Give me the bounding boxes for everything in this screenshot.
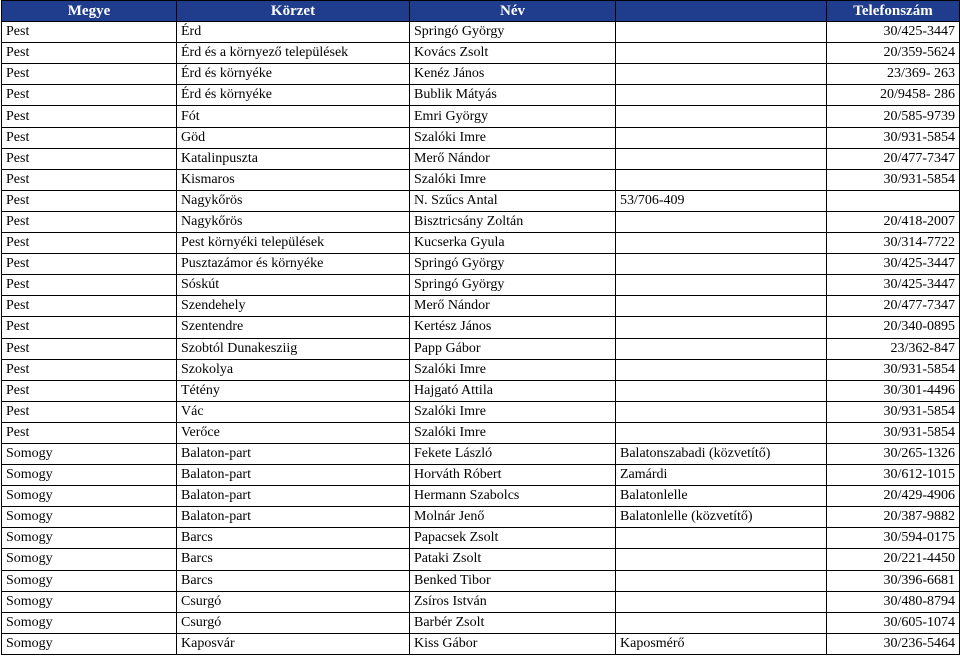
district-cell: Balaton-part — [177, 486, 410, 507]
table-row — [2, 507, 960, 528]
name-cell: Emri György — [410, 106, 616, 127]
table-row — [2, 106, 960, 127]
district-cell: Csurgó — [177, 612, 410, 633]
note-cell — [616, 254, 827, 275]
table-row — [2, 254, 960, 275]
note-cell: Zamárdi — [616, 465, 827, 486]
table-row — [2, 296, 960, 317]
note-cell: 53/706-409 — [616, 190, 827, 211]
phone-cell: 20/221-4450 — [827, 549, 960, 570]
note-cell — [616, 85, 827, 106]
county-cell: Pest — [2, 190, 177, 211]
note-cell — [616, 22, 827, 43]
table-row — [2, 612, 960, 633]
district-cell: Balaton-part — [177, 507, 410, 528]
phone-cell: 30/425-3447 — [827, 275, 960, 296]
district-cell: Kismaros — [177, 169, 410, 190]
district-cell: Érd és környéke — [177, 64, 410, 85]
phone-cell: 20/477-7347 — [827, 296, 960, 317]
phone-cell: 23/362-847 — [827, 338, 960, 359]
table-row — [2, 275, 960, 296]
name-cell: Bublik Mátyás — [410, 85, 616, 106]
name-cell: Szalóki Imre — [410, 422, 616, 443]
district-cell: Barcs — [177, 528, 410, 549]
district-cell: Szendehely — [177, 296, 410, 317]
header-name: Név — [410, 1, 616, 22]
name-cell: Springó György — [410, 22, 616, 43]
district-cell: Balaton-part — [177, 465, 410, 486]
table-row — [2, 43, 960, 64]
phone-cell: 20/340-0895 — [827, 317, 960, 338]
phone-cell: 30/480-8794 — [827, 591, 960, 612]
phone-cell: 30/931-5854 — [827, 127, 960, 148]
table-row — [2, 465, 960, 486]
county-cell: Pest — [2, 211, 177, 232]
district-cell: Fót — [177, 106, 410, 127]
table-header — [2, 1, 960, 22]
note-cell — [616, 612, 827, 633]
table-body — [2, 22, 960, 655]
name-cell: Kiss Gábor — [410, 633, 616, 654]
table-row — [2, 570, 960, 591]
table-row — [2, 85, 960, 106]
table-row — [2, 486, 960, 507]
district-cell: Barcs — [177, 549, 410, 570]
county-cell: Pest — [2, 233, 177, 254]
county-cell: Somogy — [2, 465, 177, 486]
phone-cell: 30/425-3447 — [827, 254, 960, 275]
name-cell: Horváth Róbert — [410, 465, 616, 486]
note-cell — [616, 549, 827, 570]
district-cell: Kaposvár — [177, 633, 410, 654]
district-cell: Szobtól Dunakesziig — [177, 338, 410, 359]
name-cell: Zsíros István — [410, 591, 616, 612]
county-cell: Pest — [2, 296, 177, 317]
phone-cell: 20/359-5624 — [827, 43, 960, 64]
phone-cell: 30/301-4496 — [827, 380, 960, 401]
header-district: Körzet — [177, 1, 410, 22]
county-cell: Pest — [2, 106, 177, 127]
phone-cell: 30/314-7722 — [827, 233, 960, 254]
district-cell: Katalinpuszta — [177, 148, 410, 169]
county-cell: Somogy — [2, 549, 177, 570]
phone-cell: 30/265-1326 — [827, 443, 960, 464]
header-county: Megye — [2, 1, 177, 22]
district-cell: Balaton-part — [177, 443, 410, 464]
phone-cell: 20/477-7347 — [827, 148, 960, 169]
name-cell: Szalóki Imre — [410, 359, 616, 380]
name-cell: Springó György — [410, 254, 616, 275]
name-cell: Szalóki Imre — [410, 401, 616, 422]
district-cell: Érd és környéke — [177, 85, 410, 106]
district-cell: Érd és a környező települések — [177, 43, 410, 64]
table-row — [2, 169, 960, 190]
phone-cell: 30/612-1015 — [827, 465, 960, 486]
county-cell: Pest — [2, 317, 177, 338]
name-cell: N. Szűcs Antal — [410, 190, 616, 211]
district-cell: Sóskút — [177, 275, 410, 296]
county-cell: Pest — [2, 148, 177, 169]
note-cell — [616, 359, 827, 380]
phone-cell: 23/369- 263 — [827, 64, 960, 85]
table-row — [2, 64, 960, 85]
county-cell: Pest — [2, 85, 177, 106]
table-row — [2, 22, 960, 43]
county-cell: Somogy — [2, 570, 177, 591]
county-cell: Pest — [2, 338, 177, 359]
note-cell — [616, 380, 827, 401]
name-cell: Benked Tibor — [410, 570, 616, 591]
district-cell: Verőce — [177, 422, 410, 443]
header-row — [2, 1, 960, 22]
note-cell — [616, 275, 827, 296]
phone-cell: 20/9458- 286 — [827, 85, 960, 106]
table-row — [2, 401, 960, 422]
header-phone: Telefonszám — [827, 1, 960, 22]
note-cell — [616, 296, 827, 317]
note-cell: Kaposmérő — [616, 633, 827, 654]
table-row — [2, 380, 960, 401]
note-cell — [616, 148, 827, 169]
note-cell — [616, 43, 827, 64]
district-cell: Pest környéki települések — [177, 233, 410, 254]
county-cell: Somogy — [2, 612, 177, 633]
county-cell: Pest — [2, 43, 177, 64]
name-cell: Hajgató Attila — [410, 380, 616, 401]
county-cell: Pest — [2, 401, 177, 422]
county-cell: Pest — [2, 254, 177, 275]
county-cell: Pest — [2, 22, 177, 43]
district-cell: Szentendre — [177, 317, 410, 338]
name-cell: Pataki Zsolt — [410, 549, 616, 570]
table-row — [2, 591, 960, 612]
note-cell — [616, 233, 827, 254]
table-row — [2, 633, 960, 654]
county-cell: Somogy — [2, 507, 177, 528]
phone-cell: 30/931-5854 — [827, 401, 960, 422]
phone-cell: 30/931-5854 — [827, 422, 960, 443]
county-cell: Somogy — [2, 633, 177, 654]
district-cell: Tétény — [177, 380, 410, 401]
name-cell: Kenéz János — [410, 64, 616, 85]
note-cell: Balatonlelle (közvetítő) — [616, 507, 827, 528]
note-cell: Balatonlelle — [616, 486, 827, 507]
note-cell — [616, 401, 827, 422]
phone-cell: 30/594-0175 — [827, 528, 960, 549]
name-cell: Szalóki Imre — [410, 169, 616, 190]
table-row — [2, 422, 960, 443]
name-cell: Kucserka Gyula — [410, 233, 616, 254]
county-cell: Somogy — [2, 591, 177, 612]
phone-cell: 20/585-9739 — [827, 106, 960, 127]
note-cell — [616, 106, 827, 127]
county-cell: Pest — [2, 359, 177, 380]
phone-cell: 30/236-5464 — [827, 633, 960, 654]
county-cell: Pest — [2, 169, 177, 190]
table-row — [2, 338, 960, 359]
name-cell: Fekete László — [410, 443, 616, 464]
note-cell — [616, 317, 827, 338]
name-cell: Bisztricsány Zoltán — [410, 211, 616, 232]
name-cell: Kertész János — [410, 317, 616, 338]
note-cell — [616, 422, 827, 443]
header-note — [616, 1, 827, 22]
county-cell: Pest — [2, 64, 177, 85]
name-cell: Szalóki Imre — [410, 127, 616, 148]
district-cell: Szokolya — [177, 359, 410, 380]
table-row — [2, 443, 960, 464]
phone-cell: 20/418-2007 — [827, 211, 960, 232]
table-row — [2, 127, 960, 148]
county-cell: Pest — [2, 275, 177, 296]
county-cell: Somogy — [2, 486, 177, 507]
phone-cell: 20/429-4906 — [827, 486, 960, 507]
table-row — [2, 528, 960, 549]
phone-cell: 20/387-9882 — [827, 507, 960, 528]
table-row — [2, 211, 960, 232]
county-cell: Pest — [2, 127, 177, 148]
name-cell: Kovács Zsolt — [410, 43, 616, 64]
phone-cell: 30/931-5854 — [827, 359, 960, 380]
table-row — [2, 549, 960, 570]
note-cell — [616, 211, 827, 232]
district-cell: Göd — [177, 127, 410, 148]
note-cell — [616, 127, 827, 148]
note-cell — [616, 591, 827, 612]
table-row — [2, 148, 960, 169]
phone-cell: 30/425-3447 — [827, 22, 960, 43]
county-cell: Pest — [2, 422, 177, 443]
table-row — [2, 233, 960, 254]
district-cell: Érd — [177, 22, 410, 43]
note-cell — [616, 169, 827, 190]
district-cell: Barcs — [177, 570, 410, 591]
county-cell: Somogy — [2, 443, 177, 464]
name-cell: Merő Nándor — [410, 148, 616, 169]
note-cell — [616, 528, 827, 549]
note-cell — [616, 64, 827, 85]
county-cell: Pest — [2, 380, 177, 401]
name-cell: Merő Nándor — [410, 296, 616, 317]
name-cell: Hermann Szabolcs — [410, 486, 616, 507]
district-cell: Nagykőrös — [177, 211, 410, 232]
note-cell — [616, 338, 827, 359]
name-cell: Springó György — [410, 275, 616, 296]
district-cell: Vác — [177, 401, 410, 422]
name-cell: Molnár Jenő — [410, 507, 616, 528]
note-cell — [616, 570, 827, 591]
county-cell: Somogy — [2, 528, 177, 549]
phone-cell — [827, 190, 960, 211]
table-row — [2, 359, 960, 380]
phone-cell: 30/605-1074 — [827, 612, 960, 633]
district-cell: Pusztazámor és környéke — [177, 254, 410, 275]
name-cell: Papp Gábor — [410, 338, 616, 359]
note-cell: Balatonszabadi (közvetítő) — [616, 443, 827, 464]
phone-cell: 30/931-5854 — [827, 169, 960, 190]
district-cell: Csurgó — [177, 591, 410, 612]
name-cell: Papacsek Zsolt — [410, 528, 616, 549]
table-row — [2, 190, 960, 211]
district-cell: Nagykőrös — [177, 190, 410, 211]
table-row — [2, 317, 960, 338]
phone-cell: 30/396-6681 — [827, 570, 960, 591]
contacts-table — [1, 0, 960, 655]
name-cell: Barbér Zsolt — [410, 612, 616, 633]
